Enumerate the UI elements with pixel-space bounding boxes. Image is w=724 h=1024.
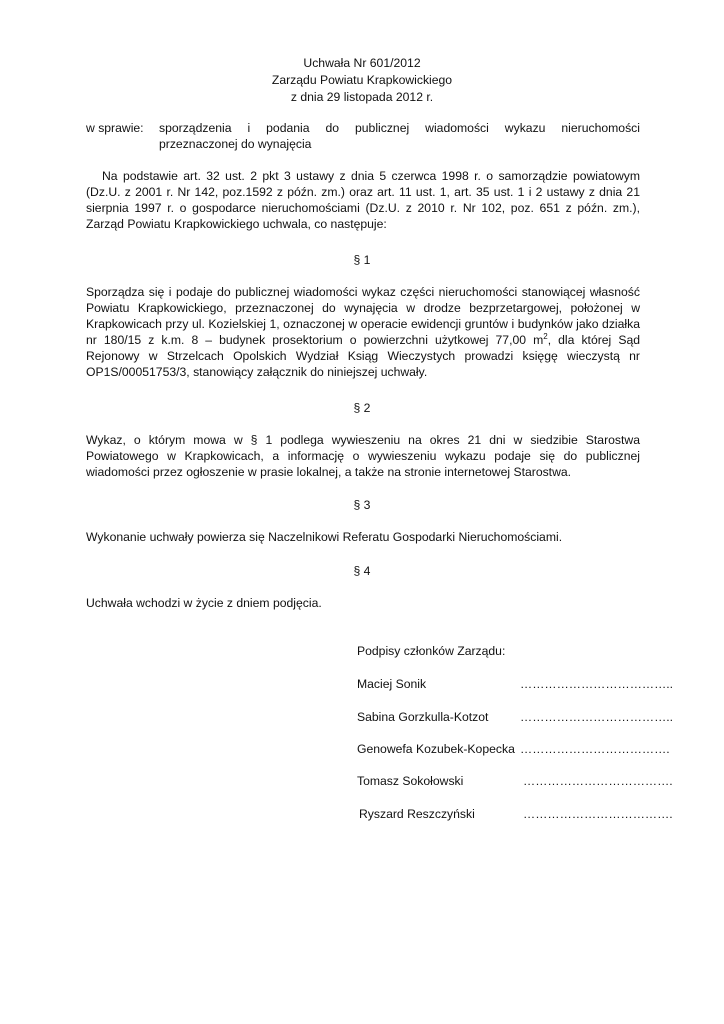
section-2-heading: § 2 [353, 401, 371, 415]
section-4-heading: § 4 [353, 564, 371, 578]
signatory-name: Tomasz Sokołowski [357, 774, 464, 788]
section-3-paragraph: Wykonanie uchwały powierza się Naczelnikowi Referatu Gospodarki Nieruchomościami. [86, 530, 563, 544]
resolution-date: z dnia 29 listopada 2012 r. [290, 90, 434, 104]
section-2-paragraph: Wykaz, o którym mowa w § 1 podlega wywieszeniu na okres 21 dni w siedzibie Starostwa Powiatowego w Krapkowicach, a informację o wywieszeniu wykazu podaje się do publicznej wiadomości przez ogłoszenie w prasie lokalnej, a także na stronie internetowej Starostwa. [86, 433, 640, 479]
signature-row [357, 709, 674, 727]
subject-label: w sprawie: [86, 121, 144, 135]
section-1-text-a: Sporządza się i podaje do publicznej wiadomości wykaz części nieruchomości stanowiącej własność Powiatu Krapkowickiego, przeznaczonej do wynajęcia w drodze bezprzetargowej, położonej w Krapkowicach przy ul. Kozielskiej 1, oznaczonej w operacie ewidencji gruntów i budynków jako działka nr 180/15 z k.m. 8 – budynek prosektorium o powierzchni użytkowej 77,00 m [86, 285, 640, 347]
signatory-name: Sabina Gorzkulla-Kotzot [357, 710, 489, 724]
resolution-issuer: Zarządu Powiatu Krapkowickiego [271, 73, 453, 87]
subject-text [159, 120, 640, 152]
signature-line: ………………………………. [523, 774, 673, 788]
section-1-paragraph [86, 284, 640, 380]
signature-line: ………………………………. [520, 742, 670, 756]
signature-row [357, 773, 673, 791]
section-3-heading: § 3 [353, 498, 371, 512]
signature-line: ………………………………. [523, 807, 673, 821]
signature-line: ……………………………….. [520, 710, 674, 724]
signatory-name: Maciej Sonik [357, 677, 427, 691]
section-1-heading: § 1 [353, 253, 371, 267]
resolution-title: Uchwała Nr 601/2012 [303, 56, 421, 70]
signature-row [357, 676, 674, 694]
signatory-name: Genowefa Kozubek-Kopecka [357, 742, 515, 756]
signatory-name: Ryszard Reszczyński [359, 807, 475, 821]
section-1-superscript: 2 [543, 331, 548, 341]
subject-line-2: przeznaczonej do wynajęcia [159, 137, 312, 151]
signature-line: ……………………………….. [520, 677, 674, 691]
signature-row [357, 741, 670, 759]
resolution-header [0, 55, 724, 106]
section-1-text-b: , dla której Sąd Rejonowy w Strzelcach Opolskich Wydział Ksiąg Wieczystych prowadzi księgę wieczystą nr OP1S/00051753/3, stanowiący załącznik do niniejszej uchwały. [86, 333, 641, 379]
signature-row [357, 806, 673, 824]
section-4-paragraph: Uchwała wchodzi w życie z dniem podjęcia. [86, 596, 322, 610]
subject-line-1: sporządzenia i podania do publicznej wiadomości wykazu nieruchomości [159, 121, 640, 135]
preamble-paragraph: Na podstawie art. 32 ust. 2 pkt 3 ustawy z dnia 5 czerwca 1998 r. o samorządzie powiatowym (Dz.U. z 2001 r. Nr 142, poz.1592 z późn. zm.) oraz art. 11 ust. 1, art. 35 ust. 1 i 2 ustawy z dnia 21 sierpnia 1997 r. o gospodarce nieruchomościami (Dz.U. z 2010 r. Nr 102, poz. 651 z późn. zm.), Zarząd Powiatu Krapkowickiego uchwala, co następuje: [86, 169, 640, 231]
signatures-heading: Podpisy członków Zarządu: [357, 644, 506, 658]
